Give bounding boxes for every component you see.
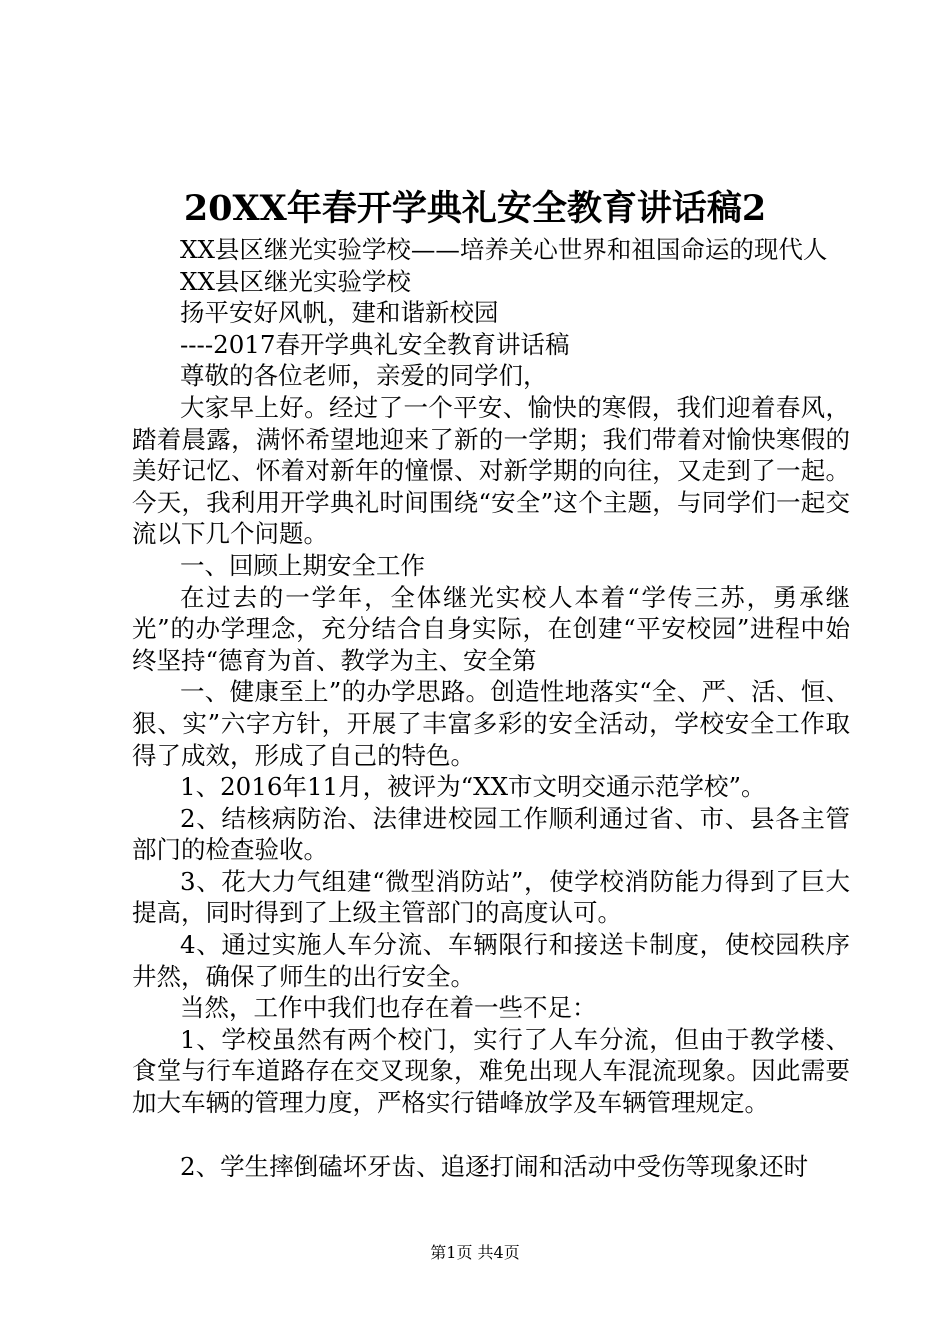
document-title: 20XX年春开学典礼安全教育讲话稿2 (183, 188, 767, 229)
paragraph-section-heading: 一、回顾上期安全工作 (180, 550, 425, 580)
paragraph-speech-subtitle: ----2017春开学典礼安全教育讲话稿 (180, 329, 570, 359)
paragraph-achievement-2: 2、结核病防治、法律进校园工作顺利通过省、市、县各主管部门的检查验收。 (132, 803, 850, 865)
paragraph-review: 在过去的一学年，全体继光实校人本着“学传三苏，勇承继光”的办学理念，充分结合自身实际，在创建“平安校园”进程中始终坚持“德育为首、教学为主、安全第 (132, 582, 850, 675)
page-footer: 第1页 共4页 (430, 1243, 520, 1262)
paragraph-greeting: 尊敬的各位老师，亲爱的同学们， (180, 361, 548, 391)
paragraph-shortcomings-intro: 当然，工作中我们也存在着一些不足： (180, 993, 597, 1023)
paragraph-achievement-1: 1、2016年11月，被评为“XX市文明交通示范学校”。 (180, 772, 766, 802)
paragraph-shortcoming-1: 1、学校虽然有两个校门，实行了人车分流，但由于教学楼、食堂与行车道路存在交叉现象，难免出现人车混流现象。因此需要加大车辆的管理力度，严格实行错峰放学及车辆管理规定。 (132, 1024, 850, 1118)
document-body (132, 234, 850, 1182)
paragraph-school-name: XX县区继光实验学校 (180, 266, 411, 296)
paragraph-school-motto: XX县区继光实验学校——培养关心世界和祖国命运的现代人 (180, 235, 828, 264)
paragraph-opening: 大家早上好。经过了一个平安、愉快的寒假，我们迎着春风，踏着晨露，满怀希望地迎来了新的一学期；我们带着对愉快寒假的美好记忆、怀着对新年的憧憬、对新学期的向往，又走到了一起。今天，我利用开学典礼时间围绕“安全”这个主题，与同学们一起交流以下几个问题。 (132, 392, 850, 549)
paragraph-shortcoming-2: 2、学生摔倒磕坏牙齿、追逐打闹和活动中受伤等现象还时 (180, 1151, 809, 1181)
paragraph-achievement-4: 4、通过实施人车分流、车辆限行和接送卡制度，使校园秩序井然，确保了师生的出行安全。 (132, 930, 850, 991)
paragraph-achievement-3: 3、花大力气组建“微型消防站”，使学校消防能力得到了巨大提高，同时得到了上级主管部门的高度认可。 (132, 866, 850, 928)
paragraph-speech-title: 扬平安好风帆，建和谐新校园 (180, 298, 499, 328)
paragraph-review-continued: 一、健康至上”的办学思路。创造性地落实“全、严、活、恒、狠、实”六字方针，开展了丰富多彩的安全活动，学校安全工作取得了成效，形成了自己的特色。 (132, 677, 850, 770)
